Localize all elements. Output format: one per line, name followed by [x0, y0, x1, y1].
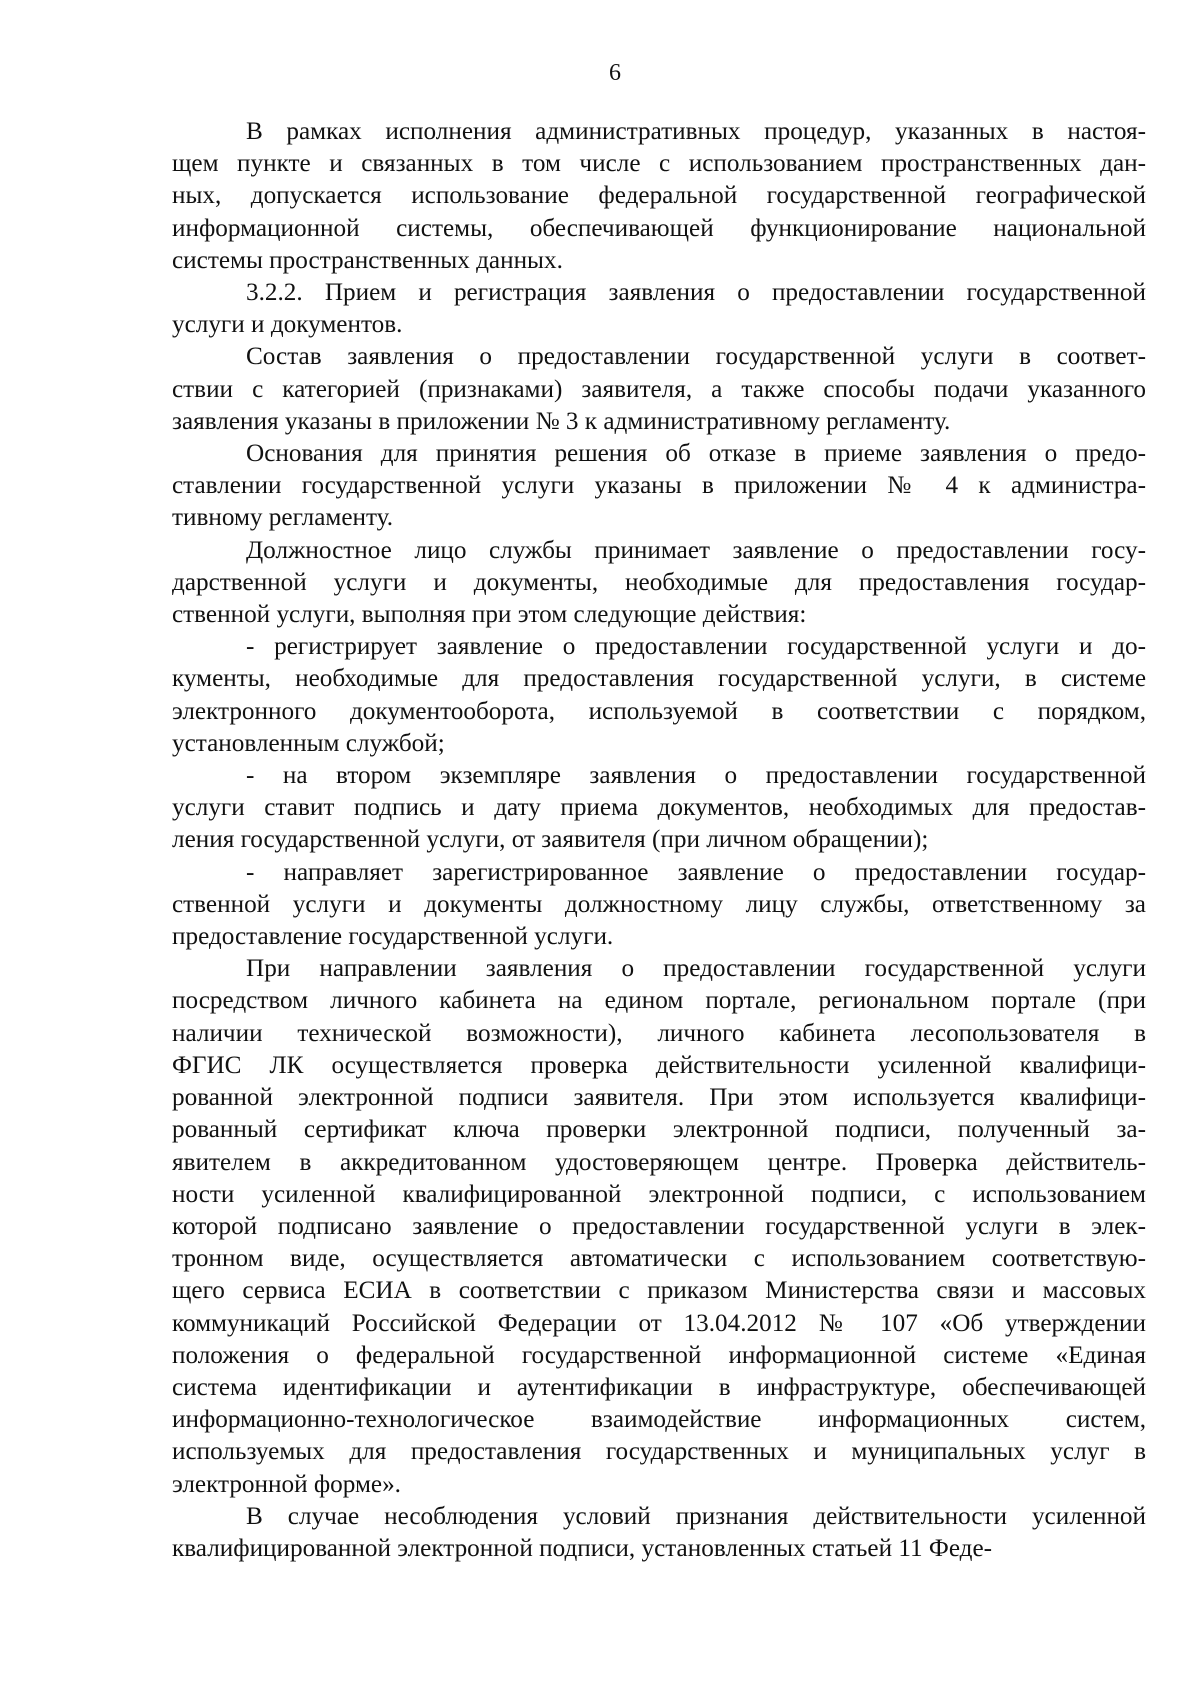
paragraph	[172, 857, 1146, 954]
paragraph	[172, 535, 1146, 632]
text-line: ствии с категорией (признаками) заявителя, а также способы подачи указанного	[172, 375, 1146, 403]
text-line: ных, допускается использование федеральной государственной географической	[172, 182, 1146, 210]
text-line: квалифицированной электронной подписи, установленных статьей 11 Феде-	[172, 1534, 993, 1562]
text-line: заявления указаны в приложении № 3 к административному регламенту.	[172, 407, 951, 435]
text-line: рованный сертификат ключа проверки электронной подписи, полученный за-	[172, 1116, 1146, 1144]
text-line: - направляет зарегистрированное заявление о предоставлении государ-	[246, 858, 1146, 886]
text-line: которой подписано заявление о предоставлении государственной услуги в элек-	[172, 1212, 1146, 1240]
paragraph	[172, 116, 1146, 277]
paragraph	[172, 953, 1146, 1500]
text-line: Должностное лицо службы принимает заявление о предоставлении госу-	[246, 536, 1146, 564]
text-line: информационно-технологическое взаимодействие информационных систем,	[172, 1406, 1146, 1434]
text-line: щего сервиса ЕСИА в соответствии с приказом Министерства связи и массовых	[172, 1277, 1146, 1305]
text-line: ности усиленной квалифицированной электронной подписи, с использованием	[172, 1180, 1146, 1208]
text-line: ставлении государственной услуги указаны в приложении № 4 к администра-	[172, 472, 1146, 500]
text-line: дарственной услуги и документы, необходимые для предоставления государ-	[172, 568, 1146, 596]
text-line: системы пространственных данных.	[172, 246, 563, 274]
text-line: Основания для принятия решения об отказе в приеме заявления о предо-	[246, 440, 1146, 468]
text-line: электронной форме».	[172, 1470, 401, 1498]
text-line: явителем в аккредитованном удостоверяющем центре. Проверка действитель-	[172, 1148, 1146, 1176]
text-line: тивному регламенту.	[172, 504, 394, 532]
paragraph	[172, 631, 1146, 760]
text-line: система идентификации и аутентификации в инфраструктуре, обеспечивающей	[172, 1373, 1146, 1401]
text-line: предоставление государственной услуги.	[172, 923, 614, 951]
text-line: услуги ставит подпись и дату приема документов, необходимых для предостав-	[172, 794, 1146, 822]
text-line: Состав заявления о предоставлении государственной услуги в соответ-	[246, 343, 1146, 371]
text-line: В случае несоблюдения условий признания действительности усиленной	[246, 1502, 1146, 1530]
text-line: посредством личного кабинета на едином портале, региональном портале (при	[172, 987, 1146, 1015]
text-line: При направлении заявления о предоставлении государственной услуги	[246, 955, 1146, 983]
text-line: электронного документооборота, используемой в соответствии с порядком,	[172, 697, 1146, 725]
text-line: тронном виде, осуществляется автоматически с использованием соответствую-	[172, 1245, 1146, 1273]
text-line: ления государственной услуги, от заявителя (при личном обращении);	[172, 826, 929, 854]
paragraph	[172, 341, 1146, 438]
text-line: наличии технической возможности), личного кабинета лесопользователя в	[172, 1019, 1146, 1047]
text-line: рованной электронной подписи заявителя. При этом используется квалифици-	[172, 1084, 1146, 1112]
paragraph	[172, 277, 1146, 341]
text-line: используемых для предоставления государственных и муниципальных услуг в	[172, 1438, 1146, 1466]
text-line: - на втором экземпляре заявления о предоставлении государственной	[246, 762, 1146, 790]
text-line: кументы, необходимые для предоставления государственной услуги, в системе	[172, 665, 1146, 693]
document-body	[172, 116, 1146, 1565]
text-line: ственной услуги и документы должностному лицу службы, ответственному за	[172, 890, 1146, 918]
text-line: - регистрирует заявление о предоставлении государственной услуги и до-	[246, 633, 1146, 661]
text-line: щем пункте и связанных в том числе с использованием пространственных дан-	[172, 150, 1146, 178]
paragraph	[172, 760, 1146, 857]
text-line: 3.2.2. Прием и регистрация заявления о предоставлении государственной	[246, 279, 1146, 307]
text-line: В рамках исполнения административных процедур, указанных в настоя-	[246, 118, 1146, 145]
text-line: информационной системы, обеспечивающей функционирование национальной	[172, 214, 1146, 242]
text-line: услуги и документов.	[172, 311, 403, 339]
text-line: установленным службой;	[172, 729, 445, 757]
paragraph	[172, 1501, 1146, 1565]
text-line: положения о федеральной государственной информационной системе «Единая	[172, 1341, 1146, 1369]
paragraph	[172, 438, 1146, 535]
text-line: коммуникаций Российской Федерации от 13.04.2012 № 107 «Об утверждении	[172, 1309, 1146, 1337]
text-line: ственной услуги, выполняя при этом следующие действия:	[172, 601, 807, 629]
text-line: ФГИС ЛК осуществляется проверка действительности усиленной квалифици-	[172, 1051, 1146, 1079]
page-number: 6	[609, 60, 621, 86]
